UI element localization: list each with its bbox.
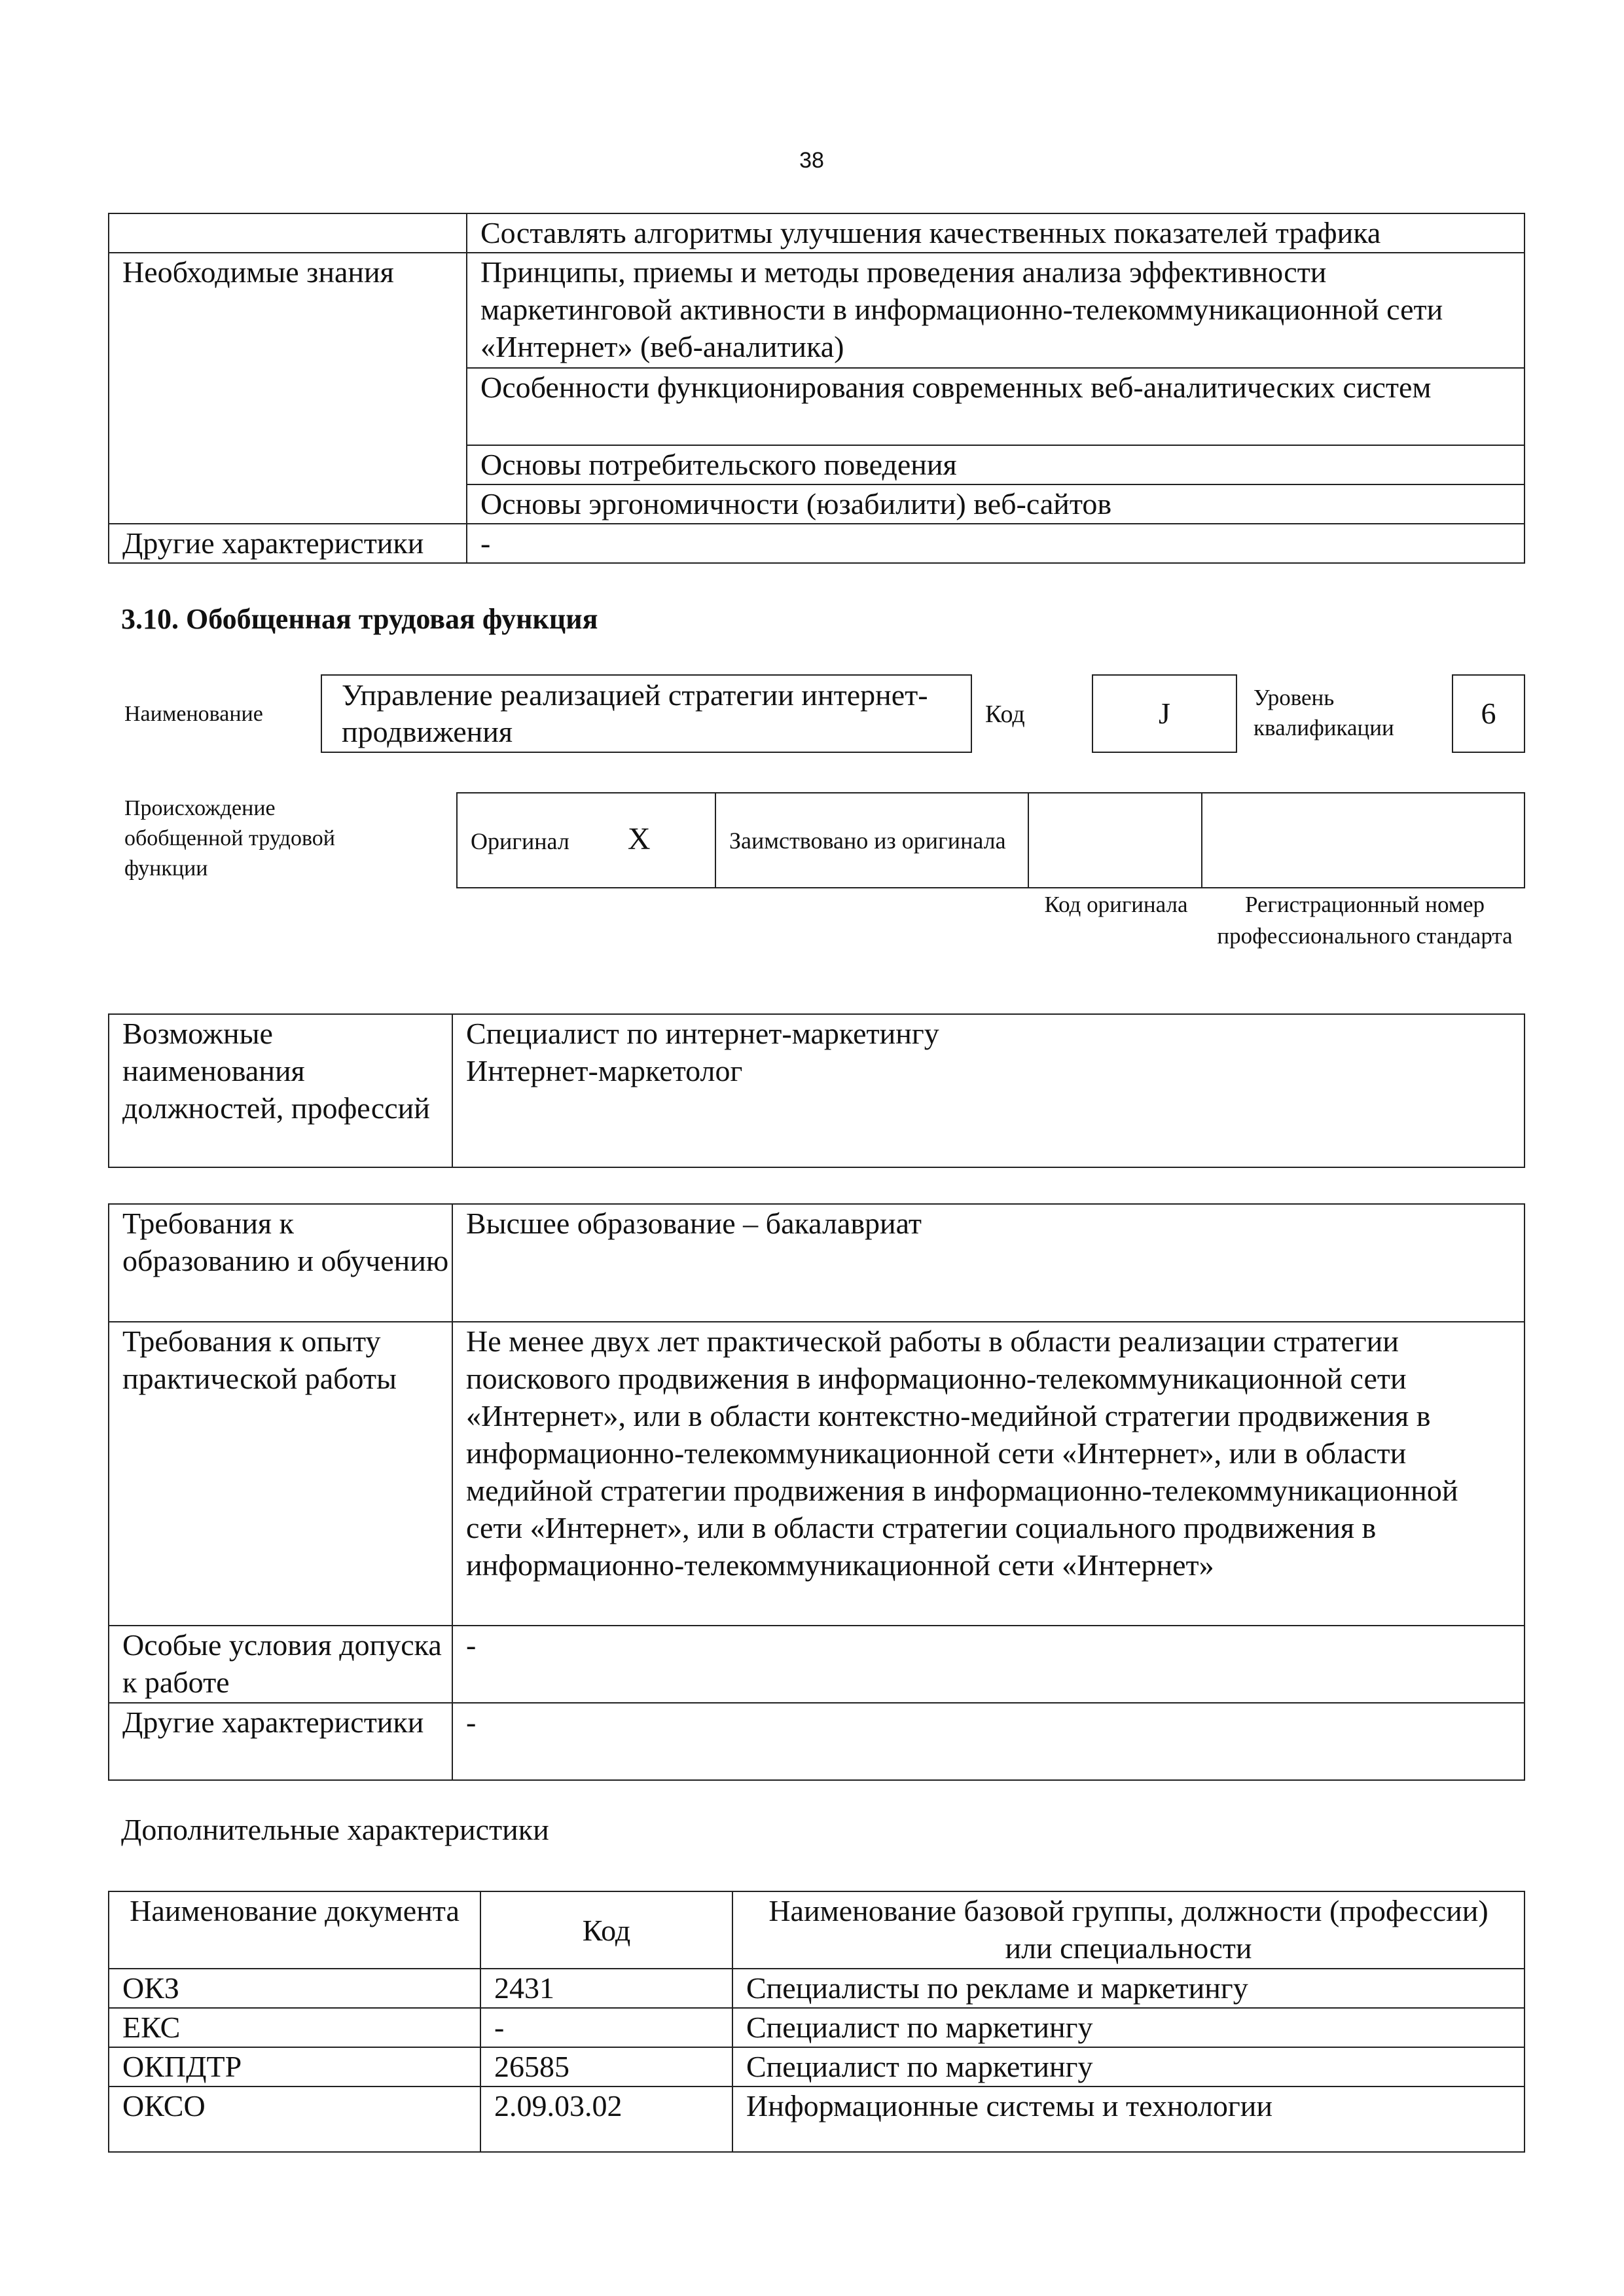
positions-values <box>452 1014 1525 1167</box>
requirement-label: Требования к образованию и обучению <box>109 1204 452 1322</box>
origin-table <box>456 792 1525 888</box>
requirement-label: Требования к опыту практической работы <box>109 1322 452 1626</box>
knowledge-item: Принципы, приемы и методы проведения анализа эффективности маркетинговой активности в информационно-телекоммуникационной сети «Интернет» (веб-аналитика) <box>467 253 1525 368</box>
requirement-value: - <box>452 1626 1525 1703</box>
code-caption: Код оригинала <box>1044 892 1188 917</box>
group-cell: Специалисты по рекламе и маркетингу <box>732 1969 1525 2008</box>
skill-cell: Составлять алгоритмы улучшения качественных показателей трафика <box>467 213 1525 253</box>
position-item: Специалист по интернет-маркетингу <box>466 1017 939 1050</box>
header-group: Наименование базовой группы, должности (профессии) или специальности <box>732 1891 1525 1969</box>
name-box <box>321 674 972 753</box>
doc-cell: ОКЗ <box>109 1969 480 2008</box>
requirement-label: Другие характеристики <box>109 1703 452 1780</box>
knowledge-table <box>108 213 1525 564</box>
original-cell <box>457 793 715 888</box>
header-code: Код <box>480 1891 732 1969</box>
borrowed-cell: Заимствовано из оригинала <box>715 793 1028 888</box>
section-title: 3.10. Обобщенная трудовая функция <box>121 603 598 635</box>
doc-cell: ОКПДТР <box>109 2047 480 2086</box>
code-cell: 2431 <box>480 1969 732 2008</box>
code-cell: - <box>480 2008 732 2047</box>
original-mark: X <box>627 822 651 856</box>
origin-label: Происхождение обобщенной трудовой функции <box>124 796 335 881</box>
group-cell: Специалист по маркетингу <box>732 2047 1525 2086</box>
name-value: Управление реализацией стратегии интернет-продвижения <box>342 678 928 748</box>
code-label: Код <box>985 701 1025 728</box>
header-document: Наименование документа <box>109 1891 480 1969</box>
doc-cell: ОКСО <box>109 2086 480 2152</box>
positions-table <box>108 1013 1525 1168</box>
group-cell: Специалист по маркетингу <box>732 2008 1525 2047</box>
doc-cell: ЕКС <box>109 2008 480 2047</box>
requirement-value: Высшее образование – бакалавриат <box>452 1204 1525 1322</box>
knowledge-item: Особенности функционирования современных веб-аналитических систем <box>467 368 1525 445</box>
origin-reg-cell <box>1202 793 1525 888</box>
code-box <box>1092 674 1237 753</box>
requirement-label: Особые условия допуска к работе <box>109 1626 452 1703</box>
empty-cell <box>109 213 467 253</box>
original-label: Оригинал <box>471 828 569 854</box>
requirement-value: - <box>452 1703 1525 1780</box>
position-item: Интернет-маркетолог <box>466 1054 743 1087</box>
knowledge-item: Основы эргономичности (юзабилити) веб-сайтов <box>467 484 1525 524</box>
origin-code-cell <box>1028 793 1202 888</box>
requirement-value: Не менее двух лет практической работы в области реализации стратегии поискового продвижения в информационно-телекоммуникационной сети «Интернет», или в области контекстно-медийной стратегии продвижения в информационно-телекоммуникационной сети «Интернет», или в области медийной стратегии продвижения в информационно-телекоммуникационной сети «Интернет», или в области стратегии социального продвижения в информационно-телекоммуникационной сети «Интернет» <box>452 1322 1525 1626</box>
page-number: 38 <box>799 148 824 173</box>
code-cell: 26585 <box>480 2047 732 2086</box>
requirements-table <box>108 1203 1525 1781</box>
other-label: Другие характеристики <box>109 524 467 563</box>
code-value: J <box>1159 697 1170 730</box>
other-value: - <box>467 524 1525 563</box>
code-cell: 2.09.03.02 <box>480 2086 732 2152</box>
additional-table <box>108 1891 1525 2153</box>
knowledge-item: Основы потребительского поведения <box>467 445 1525 484</box>
name-label: Наименование <box>124 702 263 726</box>
level-value: 6 <box>1481 697 1496 730</box>
positions-label: Возможные наименования должностей, профессий <box>109 1014 452 1167</box>
level-label: Уровень квалификации <box>1254 685 1394 740</box>
group-cell: Информационные системы и технологии <box>732 2086 1525 2152</box>
knowledge-label: Необходимые знания <box>109 253 467 524</box>
level-box <box>1452 674 1525 753</box>
reg-caption: Регистрационный номер профессионального стандарта <box>1217 892 1513 949</box>
additional-title: Дополнительные характеристики <box>121 1813 549 1846</box>
